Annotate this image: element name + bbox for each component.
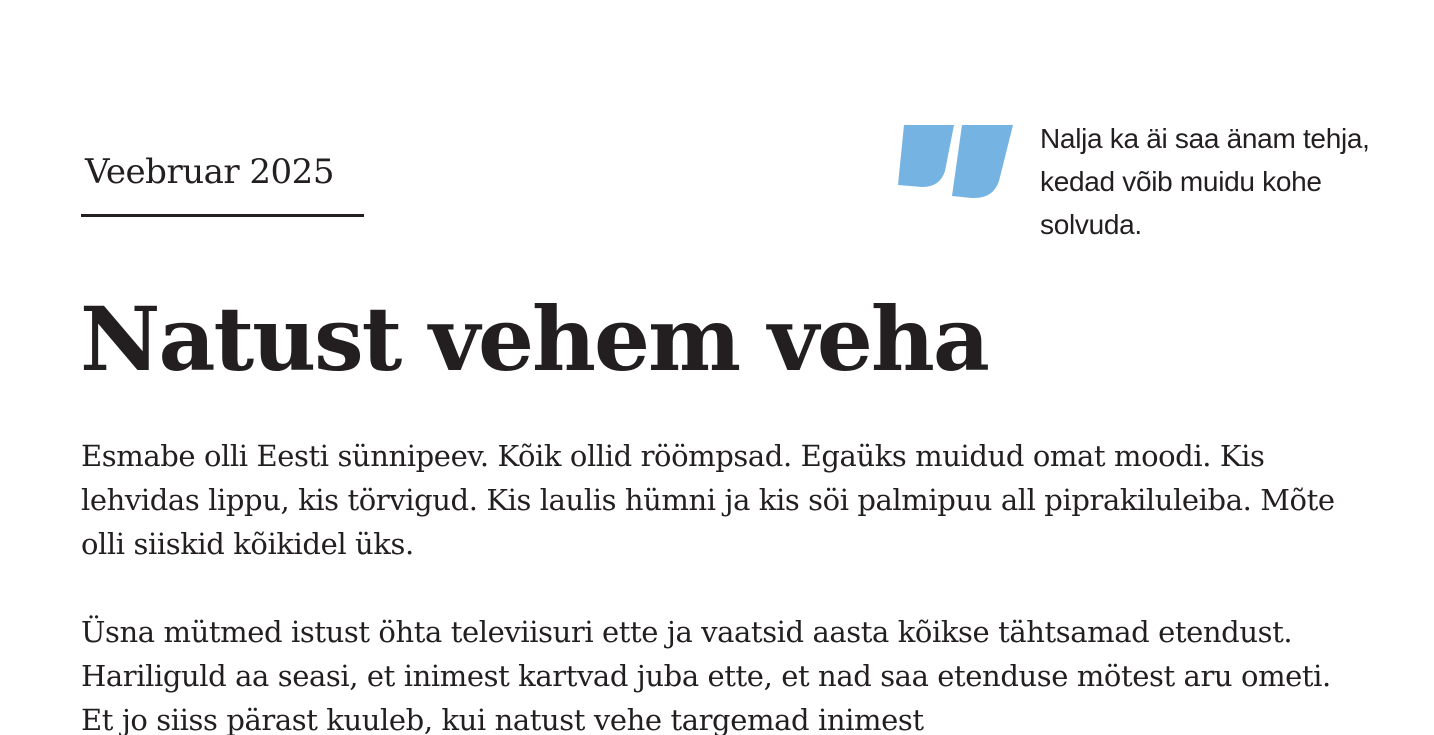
date-underline — [81, 214, 364, 217]
paragraph: Üsna mütmed istust öhta televiisuri ette ja vaatsid aasta kõikse tähtsamad etendust. Hariliguld aa seasi, et inimest kartvad juba ette, et nad saa etenduse mötest aru ometi. Et jo siiss pärast kuuleb, kui natust vehe targemad inimest — [81, 615, 1331, 735]
issue-date-block — [81, 150, 364, 217]
headline: Natust vehem veha — [80, 287, 988, 391]
paragraph: Esmabe olli Eesti sünnipeev. Kõik ollid röömpsad. Egaüks muidud omat moodi. Kis lehvidas lippu, kis törvigud. Kis laulis hümni ja kis söi palmipuu all piprakiluleiba. Mõte olli siiskid kõikidel üks. — [81, 439, 1335, 561]
quote-mark-icon — [896, 123, 1016, 201]
article-body — [81, 434, 1341, 735]
issue-date: Veebruar 2025 — [85, 152, 334, 192]
pull-quote: Nalja ka äi saa änam tehja, kedad võib muidu kohe solvuda. — [1040, 123, 1370, 240]
